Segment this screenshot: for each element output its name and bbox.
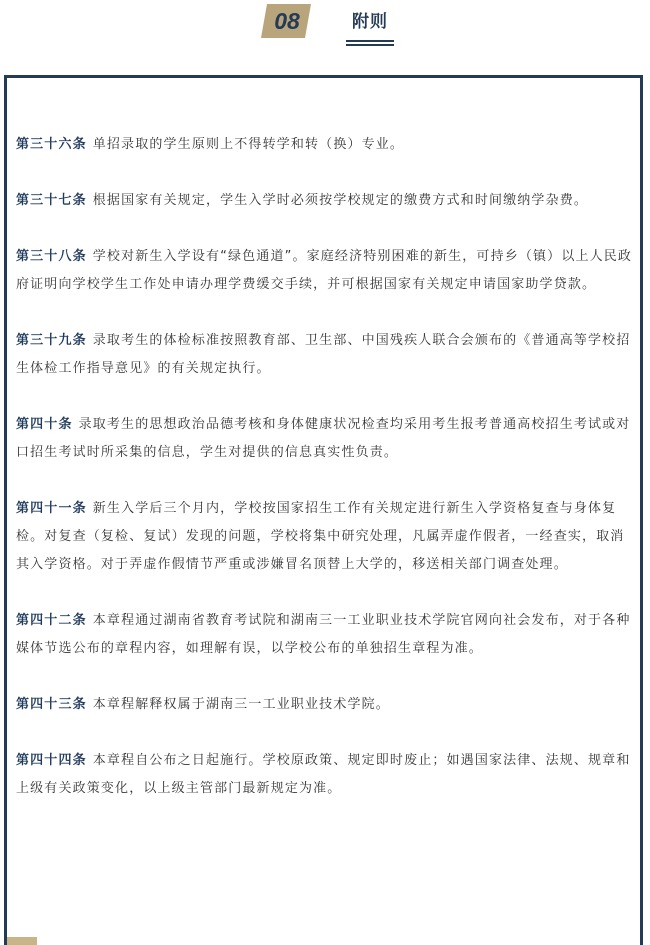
article-text: 录取考生的思想政治品德考核和身体健康状况检查均采用考生报考普通高校招生考试或对口招生考试时所采集的信息，学生对提供的信息真实性负责。 <box>16 417 631 460</box>
article-label: 第三十九条 <box>16 333 87 348</box>
article-text: 新生入学后三个月内，学校按国家招生工作有关规定进行新生入学资格复查与身体复检。对复查（复检、复试）发现的问题，学校将集中研究处理，凡属弄虚作假者，一经查实，取消其入学资格。对于弄虚作假情节严重或涉嫌冒名顶替上大学的，移送相关部门调查处理。 <box>16 501 625 572</box>
article-38 <box>16 243 636 299</box>
decorative-corner <box>7 937 37 945</box>
article-37 <box>16 187 636 215</box>
title-underline <box>346 40 394 42</box>
article-label: 第四十条 <box>16 417 73 432</box>
section-header <box>0 0 650 70</box>
article-36 <box>16 131 636 159</box>
title-underline <box>346 44 394 46</box>
article-label: 第四十二条 <box>16 613 87 628</box>
article-label: 第三十八条 <box>16 249 87 264</box>
article-label: 第四十四条 <box>16 753 87 768</box>
article-43 <box>16 691 636 719</box>
article-text: 学校对新生入学设有“绿色通道”。家庭经济特别困难的新生，可持乡（镇）以上人民政府证明向学校学生工作处申请办理学费缓交手续，并可根据国家有关规定申请国家助学贷款。 <box>16 249 633 292</box>
article-text: 录取考生的体检标准按照教育部、卫生部、中国残疾人联合会颁布的《普通高等学校招生体检工作指导意见》的有关规定执行。 <box>16 333 631 376</box>
article-label: 第四十一条 <box>16 501 87 516</box>
article-text: 本章程通过湖南省教育考试院和湖南三一工业职业技术学院官网向社会发布，对于各种媒体节选公布的章程内容，如理解有误，以学校公布的单独招生章程为准。 <box>16 613 631 656</box>
article-text: 本章程自公布之日起施行。学校原政策、规定即时废止；如遇国家法律、法规、规章和上级有关政策变化，以上级主管部门最新规定为准。 <box>16 753 631 796</box>
article-39 <box>16 327 636 383</box>
section-number: 08 <box>274 8 300 34</box>
article-label: 第四十三条 <box>16 697 87 712</box>
article-40 <box>16 411 636 467</box>
article-text: 本章程解释权属于湖南三一工业职业技术学院。 <box>92 697 390 712</box>
article-label: 第三十六条 <box>16 137 87 152</box>
article-42 <box>16 607 636 663</box>
article-44 <box>16 747 636 803</box>
articles-list <box>16 131 636 831</box>
article-text: 单招录取的学生原则上不得转学和转（换）专业。 <box>92 137 405 152</box>
article-label: 第三十七条 <box>16 193 87 208</box>
article-text: 根据国家有关规定，学生入学时必须按学校规定的缴费方式和时间缴纳学杂费。 <box>92 193 589 208</box>
article-41 <box>16 495 636 579</box>
section-title: 附则 <box>352 12 388 32</box>
